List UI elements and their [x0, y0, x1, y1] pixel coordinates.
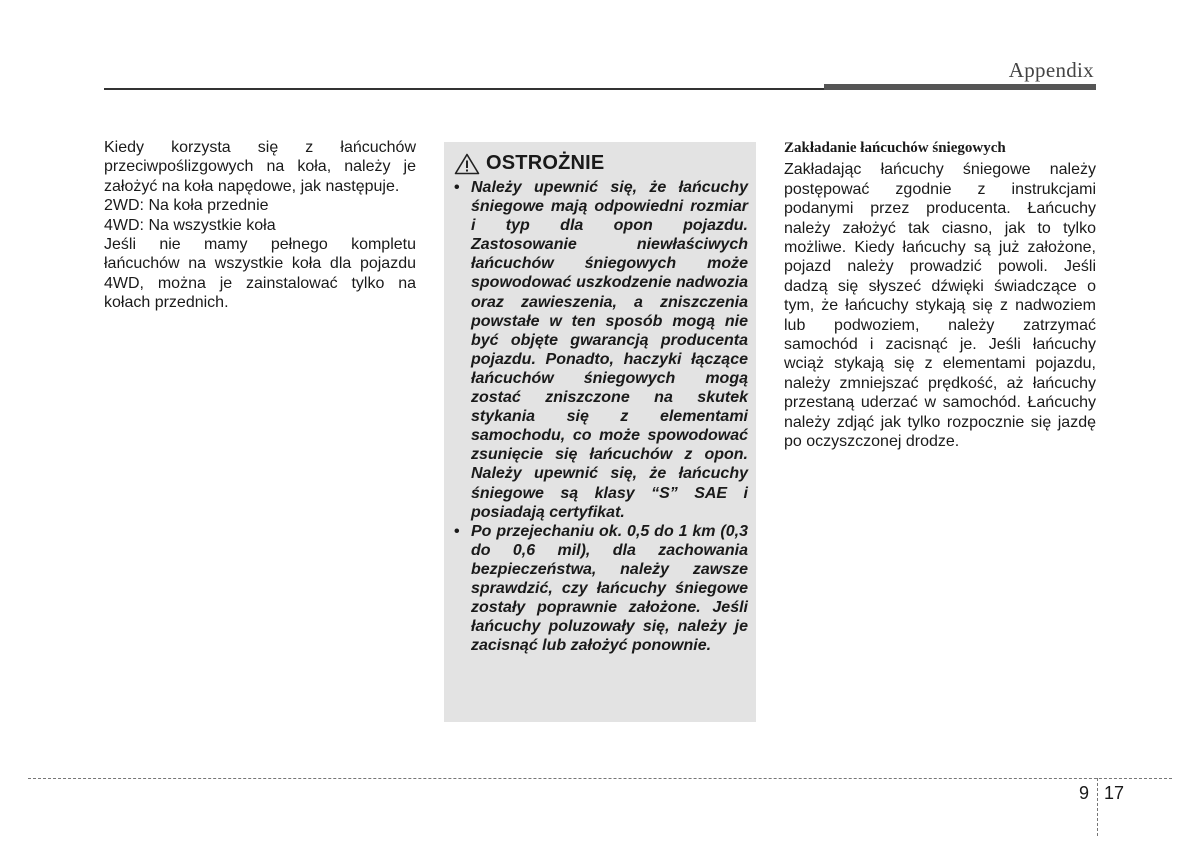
footer-divider [28, 778, 1172, 779]
section-title: Appendix [1008, 58, 1094, 82]
warning-triangle-icon [454, 153, 480, 175]
page-number: 17 [1104, 783, 1125, 803]
page-number-divider [1097, 778, 1098, 836]
list-item: • Po przejechaniu ok. 0,5 do 1 km (0,3 do 0,6 mil), dla zachowania bezpieczeństwa, należy zawsze sprawdzić, czy łańcuchy śniegowe zostały poprawnie założone. Jeśli łańcuchy poluzowały się, należy je zacisnąć lub założyć ponownie. [454, 522, 748, 656]
caution-title: OSTROŻNIE [486, 152, 605, 174]
caution-header [454, 152, 748, 175]
left-column [104, 138, 416, 313]
caution-box [444, 142, 756, 722]
paragraph: Zakładając łańcuchy śniegowe należy postępować zgodnie z instrukcjami podanymi przez producenta. Łańcuchy należy założyć tak ciasno, jak to tylko możliwe. Kiedy łańcuchy są już założone, pojazd należy prowadzić powoli. Jeśli dadzą się słyszeć dźwięki świadczące o tym, że łańcuchy stykają się z nadwoziem lub podwoziem, należy zatrzymać samochód i zacisnąć je. Jeśli łańcuchy wciąż stykają się z elementami pojazdu, należy zmniejszać prędkość, aż łańcuchy przestaną uderzać w samochód. Łańcuchy należy zdjąć jak tylko rozpocznie się jazdę po oczyszczonej drodze. [784, 161, 1096, 451]
right-column [784, 139, 1096, 452]
header-rule-accent [824, 84, 1096, 90]
header-rule [104, 88, 824, 90]
caution-list [454, 178, 748, 655]
paragraph: Jeśli nie mamy pełnego kompletu łańcuchów na wszystkie koła dla pojazdu 4WD, można je zainstalować tylko na kołach przednich. [104, 236, 416, 312]
chapter-number: 9 [1079, 783, 1090, 803]
paragraph: 4WD: Na wszystkie koła [104, 216, 276, 234]
section-heading: Zakładanie łańcuchów śniegowych [784, 140, 1006, 156]
paragraph: 2WD: Na koła przednie [104, 197, 269, 215]
list-item: • Należy upewnić się, że łańcuchy śniegowe mają odpowiedni rozmiar i typ dla opon pojazdu. Zastosowanie niewłaściwych łańcuchów śniegowych może spowodować uszkodzenie nadwozia oraz zawieszenia, a zniszczenia powstałe w ten sposób mogą nie być objęte gwarancją producenta pojazdu. Ponadto, haczyki łączące łańcuchów śniegowych mogą zostać zniszczone na skutek stykania się z elementami samochodu, co może spowodować zsunięcie się łańcuchów z opon. Należy upewnić się, że łańcuchy śniegowe są klasy “S” SAE i posiadają certyfikat. [454, 178, 748, 522]
paragraph: Kiedy korzysta się z łańcuchów przeciwpoślizgowych na koła, należy je założyć na koła napędowe, jak następuje. [104, 139, 416, 195]
